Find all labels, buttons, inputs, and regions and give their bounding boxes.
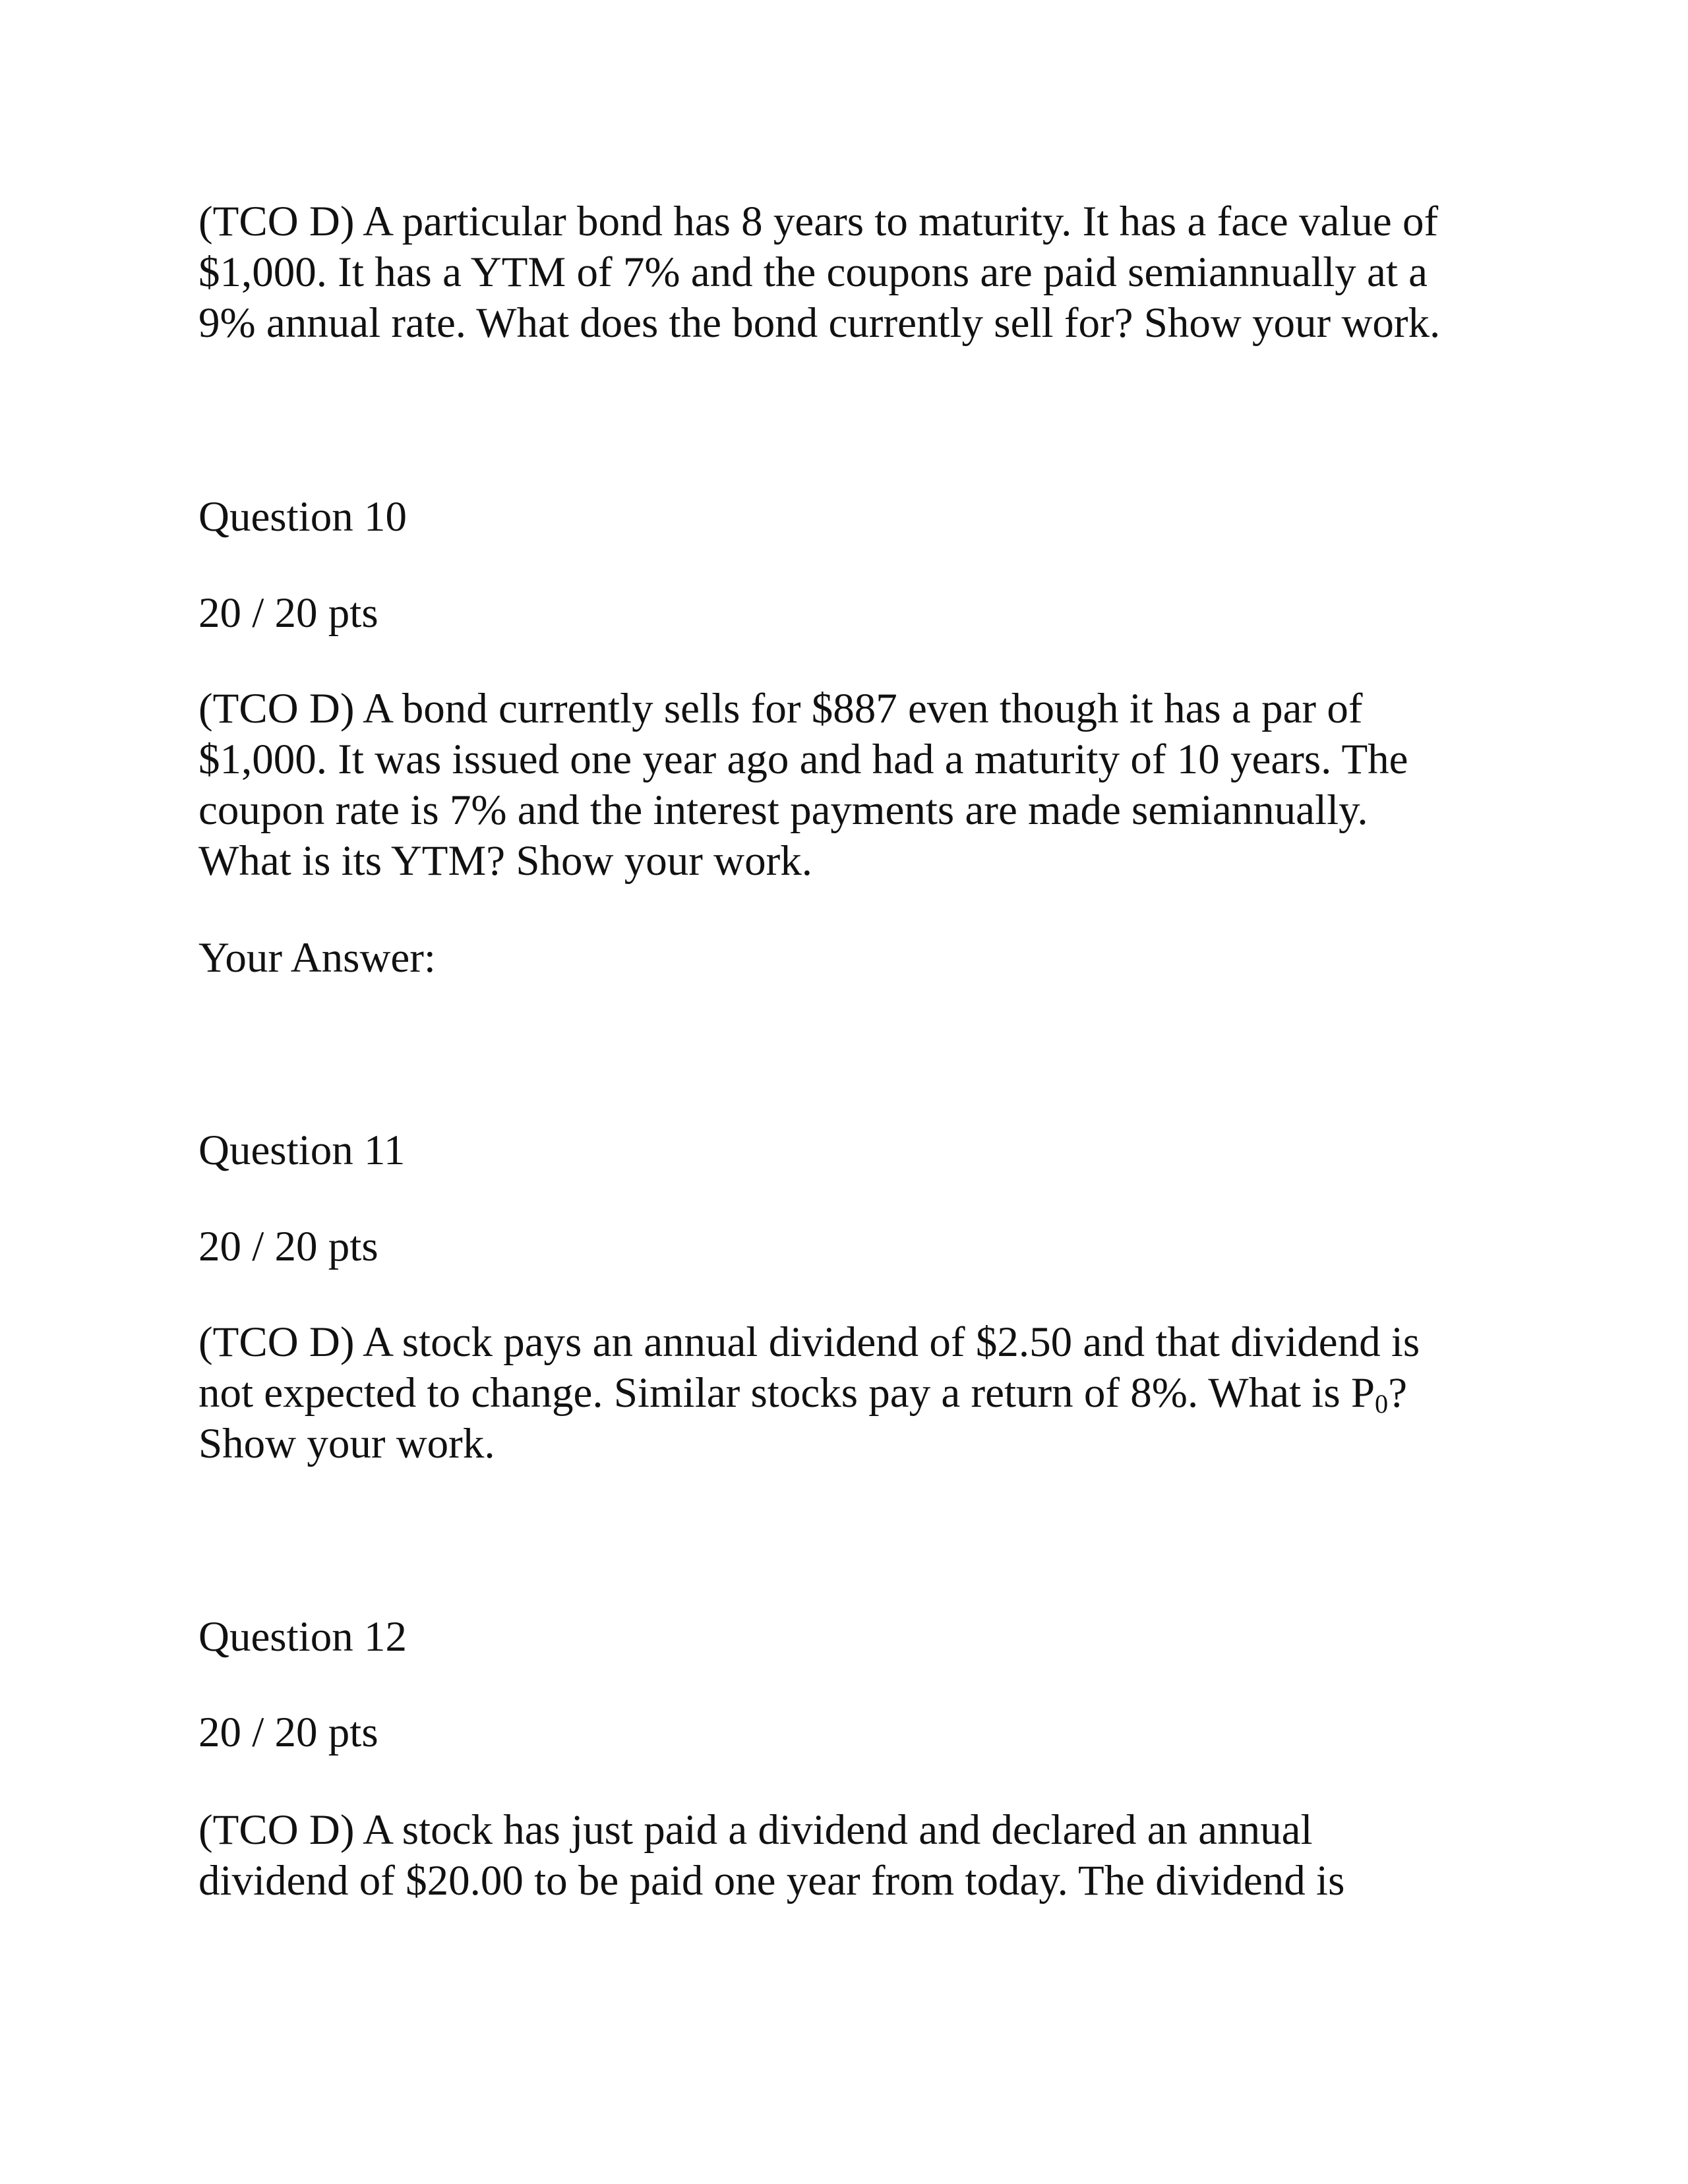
question-10-points: 20 / 20 pts [198,589,378,637]
question-9-text [198,196,1440,349]
subscript: 0 [1375,1388,1389,1419]
question-11-title: Question 11 [198,1127,406,1174]
text-line: 9% annual rate. What does the bond currently sell for? Show your work. [198,299,1441,347]
question-11-points: 20 / 20 pts [198,1223,378,1270]
question-11-text [198,1317,1420,1469]
text-line: $1,000. It has a YTM of 7% and the coupons are paid semiannually at a [198,249,1428,296]
question-12-points: 20 / 20 pts [198,1709,378,1756]
text-line: What is its YTM? Show your work. [198,837,812,885]
text-segment: ? [1388,1369,1408,1417]
text-segment: not expected to change. Similar stocks pay a return of 8%. What is P [198,1369,1375,1417]
text-line: $1,000. It was issued one year ago and had a maturity of 10 years. The [198,736,1408,783]
text-line: dividend of $20.00 to be paid one year from today. The dividend is [198,1857,1345,1904]
text-line: coupon rate is 7% and the interest payments are made semiannually. [198,786,1368,834]
text-line: (TCO D) A stock pays an annual dividend of $2.50 and that dividend is [198,1318,1420,1366]
text-line: (TCO D) A bond currently sells for $887 even though it has a par of [198,685,1363,732]
text-line [198,1368,1420,1419]
question-10-text [198,684,1408,887]
question-12-text [198,1805,1344,1906]
question-10-title: Question 10 [198,493,407,541]
answer-label: Your Answer: [198,934,436,982]
question-12-title: Question 12 [198,1613,407,1661]
text-line: Show your work. [198,1420,495,1467]
text-line: (TCO D) A particular bond has 8 years to maturity. It has a face value of [198,198,1439,245]
text-line: (TCO D) A stock has just paid a dividend and declared an annual [198,1806,1313,1854]
